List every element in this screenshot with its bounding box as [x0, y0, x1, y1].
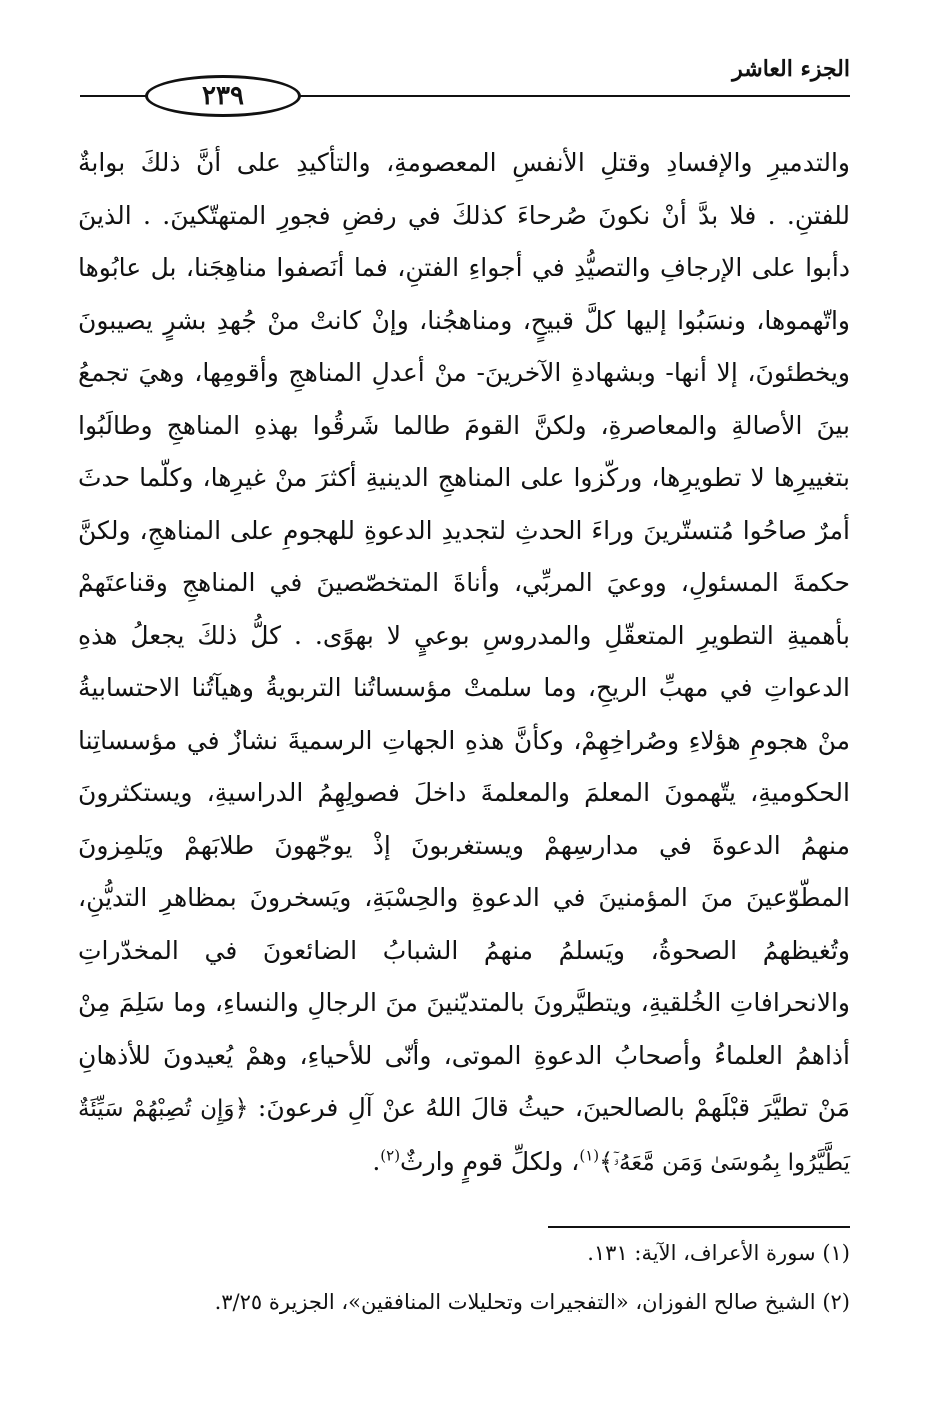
footnote-ref-2: (٢) [380, 1146, 401, 1165]
body-continuation: ، ولكلِّ قومٍ وارثٌ [400, 1146, 580, 1176]
footnote-separator [548, 1226, 850, 1228]
part-title: الجزء العاشر [732, 56, 850, 82]
footnote-2: (٢) الشيخ صالح الفوزان، «التفجيرات وتحليلات المنافقين»، الجزيرة ٣/٢٥. [214, 1290, 850, 1315]
page-number: ٢٣٩ [145, 75, 301, 117]
body-ending: . [372, 1146, 381, 1176]
verse-close-brace: ﴾ [599, 1147, 614, 1176]
body-text [78, 137, 850, 1189]
footnotes [78, 1240, 850, 1339]
body-paragraph: والتدميرِ والإفسادِ وقتلِ الأنفسِ المعصومةِ، والتأكيدِ على أنَّ ذلكَ بوابةٌ للفتنِ. . فلا بدَّ أنْ نكونَ صُرحاءَ كذلكَ في رفضِ فجورِ المتهتّكينَ. . الذينَ دأبوا على الإرجافِ والتصيُّدِ في أجواءِ الفتنِ، فما أنَصفوا مناهِجَنا، بل عابُوها واتّهموها، ونسَبُوا إليها كلَّ قبيحٍ، ومناهجُنا، وإنْ كانتْ منْ جُهدِ بشرٍ يصيبونَ ويخطئونَ، إلا أنها- وبشهادةِ الآخرينَ- منْ أعدلِ المناهجِ وأقومِها، وهيَ تجمعُ بينَ الأصالةِ والمعاصرةِ، ولكنَّ القومَ طالما شَرقُوا بهذهِ المناهجِ وطالَبُوا بتغييرِها لا تطويرِها، وركّزوا على المناهجِ الدينيةِ أكثرَ منْ غيرِها، وكلّما حدثَ أمرٌ صاحُوا مُتستّرينَ وراءَ الحدثِ لتجديدِ الدعوةِ للهجومِ على المناهجِ، ولكنَّ حكمةَ المسئولِ، ووعيَ المربِّي، وأناةَ المتخصّصينَ في المناهجِ وقناعتَهمْ بأهميةِ التطويرِ المتعقّلِ والمدروسِ بوعيٍ لا بهوًى. . كلُّ ذلكَ يجعلُ هذهِ الدعواتِ في مهبِّ الريحِ، وما سلمتْ مؤسساتُنا التربويةُ وهيآتُنا الاحتسابيةُ منْ هجومِ هؤلاءِ وصُراخِهِمْ، وكأنَّ هذهِ الجهاتِ الرسميةَ نشازٌ في مؤسساتِنا الحكوميةِ، يتّهمونَ المعلمَ والمعلمةَ داخلَ فصولِهِمُ الدراسيةِ، ويستكثرونَ منهمُ الدعوةَ في مدارسِهمْ ويستغربونَ إذْ يوجّهونَ طلابَهمْ ويَلمِزونَ المطّوّعينَ منَ المؤمنينَ في الدعوةِ والحِسْبَةِ، ويَسخرونَ بمظاهرِ التديُّنِ، وتُغيظهمُ الصحوةُ، ويَسلمُ منهمُ الشبابُ الضائعونَ في المخدّراتِ والانحرافاتِ الخُلقيةِ، ويتطيَّرونَ بالمتديّنينَ منَ الرجالِ والنساءِ، وما سَلِمَ مِنْ أذاهمُ العلماءُ وأصحابُ الدعوةِ الموتى، وأنّى للأحياءِ، وهمْ يُعيدونَ للأذهانِ مَنْ تطيَّرَ قبْلَهمْ بالصالحينَ، حيثُ قالَ اللهُ عنْ آلِ فرعونَ: [78, 148, 851, 1122]
quran-verse: وَإِن تُصِبْهُمْ سَيِّئَةٌ يَطَّيَّرُوا بِمُوسَىٰ وَمَن مَّعَهُۥٓ [78, 1096, 850, 1176]
verse-open-brace: ﴿ [234, 1094, 249, 1122]
footnote-ref-1: (١) [579, 1146, 600, 1165]
footnote-1: (١) سورة الأعراف، الآية: ١٣١. [587, 1241, 850, 1265]
page-header [80, 52, 850, 112]
